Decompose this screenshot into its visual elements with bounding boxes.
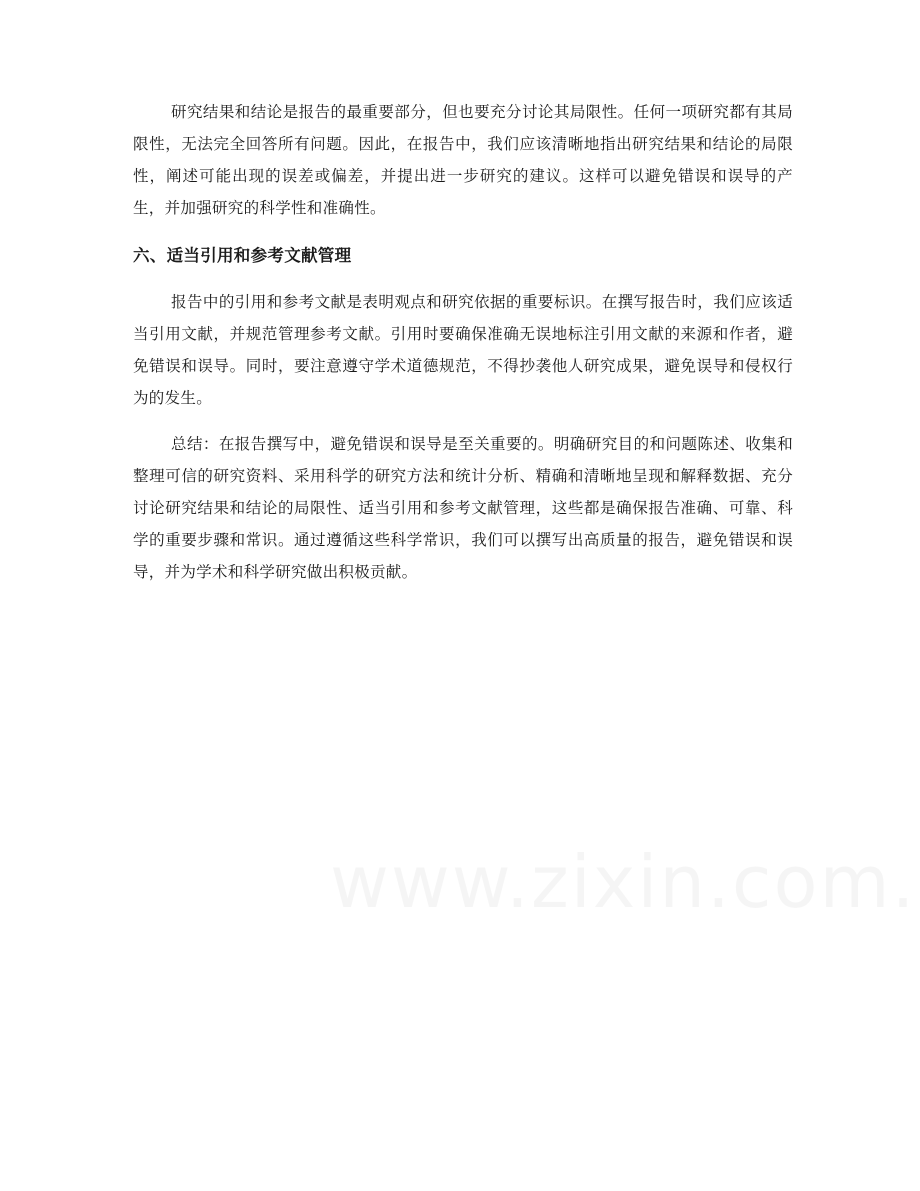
watermark	[330, 840, 750, 924]
document-body	[133, 96, 793, 588]
paragraph-citations: 报告中的引用和参考文献是表明观点和研究依据的重要标识。在撰写报告时，我们应该适当引用文献，并规范管理参考文献。引用时要确保准确无误地标注引用文献的来源和作者，避免错误和误导。同时，要注意遵守学术道德规范，不得抄袭他人研究成果，避免误导和侵权行为的发生。	[133, 293, 793, 407]
paragraph-limitations: 研究结果和结论是报告的最重要部分，但也要充分讨论其局限性。任何一项研究都有其局限性，无法完全回答所有问题。因此，在报告中，我们应该清晰地指出研究结果和结论的局限性，阐述可能出现的误差或偏差，并提出进一步研究的建议。这样可以避免错误和误导的产生，并加强研究的科学性和准确性。	[133, 103, 793, 217]
section-heading-citations: 六、适当引用和参考文献管理	[133, 246, 352, 265]
paragraph-summary: 总结：在报告撰写中，避免错误和误导是至关重要的。明确研究目的和问题陈述、收集和整理可信的研究资料、采用科学的研究方法和统计分析、精确和清晰地呈现和解释数据、充分讨论研究结果和结论的局限性、适当引用和参考文献管理，这些都是确保报告准确、可靠、科学的重要步骤和常识。通过遵循这些科学常识，我们可以撰写出高质量的报告，避免错误和误导，并为学术和科学研究做出积极贡献。	[133, 435, 793, 581]
